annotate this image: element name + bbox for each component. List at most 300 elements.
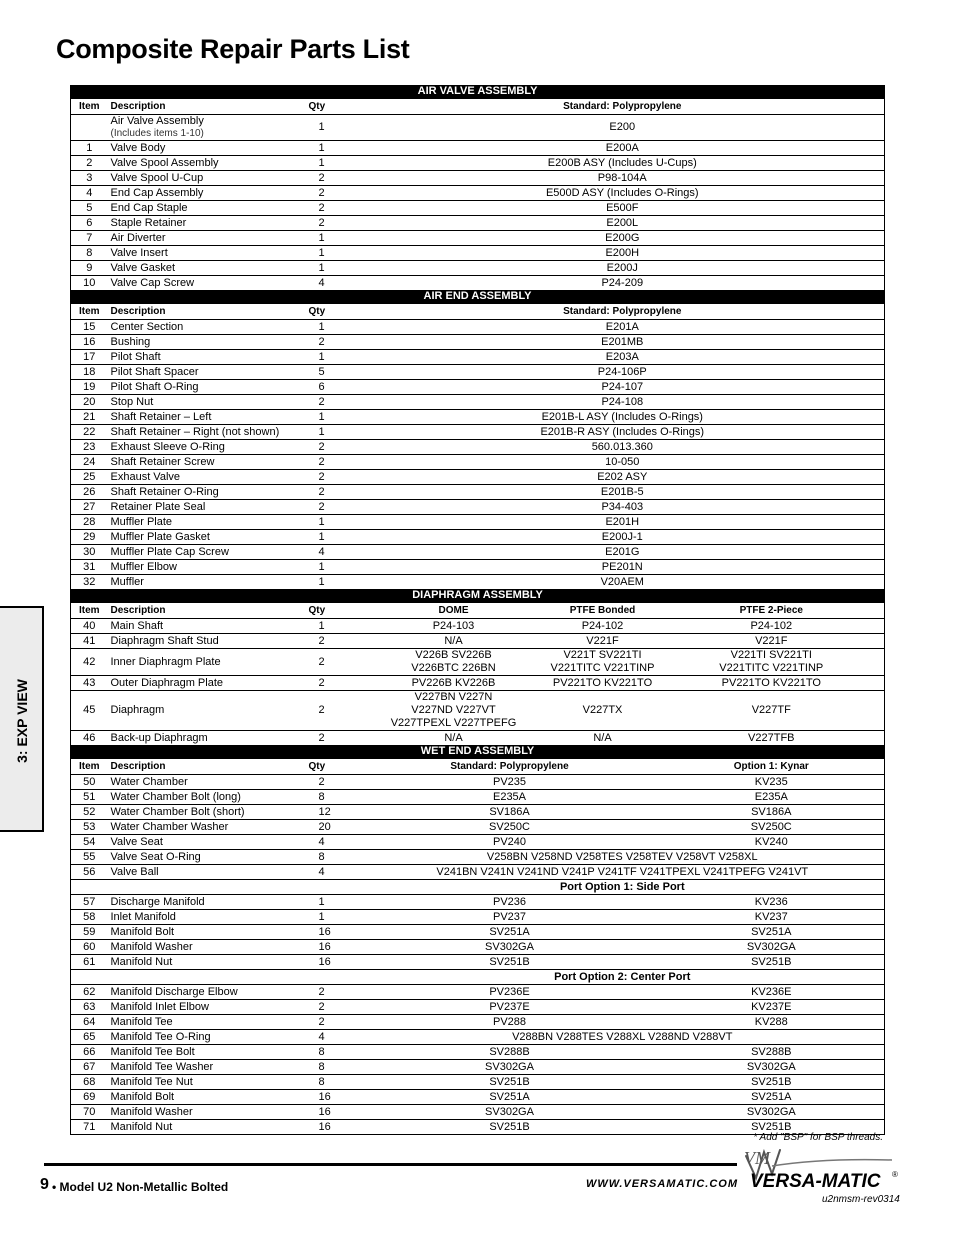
quantity: 2 xyxy=(306,691,361,731)
item-number: 6 xyxy=(71,216,108,231)
part-description xyxy=(108,634,306,649)
table-row xyxy=(71,395,885,410)
logo-text: VERSA-MATIC xyxy=(750,1171,881,1192)
description-text: Muffler Plate Gasket xyxy=(110,530,210,543)
logo-arc-icon xyxy=(772,1160,892,1166)
description-text: Manifold Tee O-Ring xyxy=(110,1030,211,1043)
item-number: 67 xyxy=(71,1060,108,1075)
part-number: V288BN V288TES V288XL V288ND V288VT xyxy=(361,1030,885,1045)
table-row xyxy=(71,805,885,820)
quantity: 1 xyxy=(306,350,361,365)
item-number: 26 xyxy=(71,485,108,500)
column-header: Description xyxy=(108,759,306,775)
item-number: 59 xyxy=(71,925,108,940)
description-text: Center Section xyxy=(110,320,184,333)
registered-mark: ® xyxy=(892,1170,898,1179)
part-number: E202 ASY xyxy=(361,470,885,485)
part-number xyxy=(361,649,547,676)
part-description xyxy=(108,485,306,500)
part-number: PV236E xyxy=(361,985,659,1000)
item-number: 71 xyxy=(71,1120,108,1135)
table-row xyxy=(71,820,885,835)
part-description xyxy=(108,1060,306,1075)
part-description xyxy=(108,350,306,365)
part-description xyxy=(108,820,306,835)
part-number: V221F xyxy=(547,634,659,649)
description-text: Bushing xyxy=(110,335,151,348)
item-number: 21 xyxy=(71,410,108,425)
description-text: Valve Ball xyxy=(110,865,159,878)
section-title: AIR END ASSEMBLY xyxy=(71,290,885,304)
part-description xyxy=(108,1030,306,1045)
description-text: Water Chamber xyxy=(110,775,188,788)
quantity: 1 xyxy=(306,560,361,575)
quantity: 4 xyxy=(306,545,361,560)
part-number: SV302GA xyxy=(361,1105,659,1120)
part-number: E200H xyxy=(361,246,885,261)
part-description xyxy=(108,985,306,1000)
table-row xyxy=(71,790,885,805)
part-number xyxy=(547,649,659,676)
part-number: KV237 xyxy=(659,910,885,925)
quantity: 16 xyxy=(306,1120,361,1135)
quantity: 1 xyxy=(306,530,361,545)
part-number: SV302GA xyxy=(659,1105,885,1120)
table-row xyxy=(71,545,885,560)
part-number: E200 xyxy=(361,115,885,141)
part-number: E203A xyxy=(361,350,885,365)
column-header: Qty xyxy=(306,99,361,115)
table-row xyxy=(71,1090,885,1105)
column-header: Item xyxy=(71,304,108,320)
table-row xyxy=(71,925,885,940)
part-number: SV251A xyxy=(361,925,659,940)
part-number: PV235 xyxy=(361,775,659,790)
part-number: SV251B xyxy=(659,1120,885,1135)
revision-code: u2nmsm-rev0314 xyxy=(822,1194,900,1205)
part-number: SV251A xyxy=(659,925,885,940)
part-description xyxy=(108,425,306,440)
part-description xyxy=(108,231,306,246)
part-description xyxy=(108,186,306,201)
quantity: 2 xyxy=(306,335,361,350)
description-text: Muffler Plate Cap Screw xyxy=(110,545,229,558)
part-description xyxy=(108,775,306,790)
item-number: 17 xyxy=(71,350,108,365)
table-row xyxy=(71,970,885,985)
part-number: E200L xyxy=(361,216,885,231)
part-description xyxy=(108,545,306,560)
quantity: 2 xyxy=(306,634,361,649)
table-row xyxy=(71,440,885,455)
description-text: Valve Spool Assembly xyxy=(110,156,219,169)
item-number: 28 xyxy=(71,515,108,530)
quantity: 16 xyxy=(306,940,361,955)
column-header: Item xyxy=(71,99,108,115)
part-number: PV226B KV226B xyxy=(361,676,547,691)
description-text: Outer Diaphragm Plate xyxy=(110,676,223,689)
table-row xyxy=(71,649,885,676)
part-number: E200B ASY (Includes U-Cups) xyxy=(361,156,885,171)
description-text: Pilot Shaft O-Ring xyxy=(110,380,199,393)
part-number: V227TF xyxy=(659,691,885,731)
description-text: End Cap Staple xyxy=(110,201,188,214)
item-number: 20 xyxy=(71,395,108,410)
description-text: Pilot Shaft Spacer xyxy=(110,365,199,378)
table-row xyxy=(71,1015,885,1030)
part-number: PV221TO KV221TO xyxy=(659,676,885,691)
description-text: Manifold Bolt xyxy=(110,1090,175,1103)
part-number: KV240 xyxy=(659,835,885,850)
table-row xyxy=(71,365,885,380)
column-header-row xyxy=(71,759,885,775)
table-row xyxy=(71,895,885,910)
part-number: E200A xyxy=(361,141,885,156)
column-header: DOME xyxy=(361,603,547,619)
section-title: AIR VALVE ASSEMBLY xyxy=(71,85,885,99)
part-number: PV221TO KV221TO xyxy=(547,676,659,691)
part-number: P24-106P xyxy=(361,365,885,380)
part-number-line: V221TITC V221TINP xyxy=(719,662,824,674)
section-title: WET END ASSEMBLY xyxy=(71,745,885,759)
quantity: 1 xyxy=(306,246,361,261)
item-number: 9 xyxy=(71,261,108,276)
column-header: Qty xyxy=(306,304,361,320)
part-number-line: V227TPEXL V227TPEFG xyxy=(390,717,517,729)
quantity: 16 xyxy=(306,1105,361,1120)
table-row xyxy=(71,910,885,925)
part-description xyxy=(108,925,306,940)
part-description xyxy=(108,835,306,850)
part-description xyxy=(108,500,306,515)
table-row xyxy=(71,115,885,141)
quantity: 1 xyxy=(306,619,361,634)
description-text: Manifold Tee Washer xyxy=(110,1060,214,1073)
table-row xyxy=(71,380,885,395)
item-number: 55 xyxy=(71,850,108,865)
part-number: SV251A xyxy=(361,1090,659,1105)
part-number: PV236 xyxy=(361,895,659,910)
column-header: Description xyxy=(108,304,306,320)
part-description xyxy=(108,380,306,395)
item-number: 57 xyxy=(71,895,108,910)
column-header: Qty xyxy=(306,759,361,775)
table-row xyxy=(71,171,885,186)
part-number: SV251B xyxy=(361,1120,659,1135)
description-text: Inlet Manifold xyxy=(110,910,176,923)
item-number: 25 xyxy=(71,470,108,485)
description-text: Manifold Nut xyxy=(110,955,173,968)
part-description xyxy=(108,115,306,141)
item-number: 5 xyxy=(71,201,108,216)
part-number: SV302GA xyxy=(361,1060,659,1075)
logo-mark: VM xyxy=(744,1148,770,1168)
part-description xyxy=(108,1105,306,1120)
quantity: 2 xyxy=(306,201,361,216)
part-number: P98-104A xyxy=(361,171,885,186)
column-header: Description xyxy=(108,99,306,115)
table-row xyxy=(71,850,885,865)
port-option-heading: Port Option 2: Center Port xyxy=(361,970,885,985)
blank-cell xyxy=(71,880,361,895)
part-number: E235A xyxy=(659,790,885,805)
part-number: V221F xyxy=(659,634,885,649)
quantity: 2 xyxy=(306,649,361,676)
quantity: 2 xyxy=(306,186,361,201)
part-description xyxy=(108,365,306,380)
column-header: PTFE 2-Piece xyxy=(659,603,885,619)
table-row xyxy=(71,835,885,850)
table-row xyxy=(71,320,885,335)
part-number: P24-107 xyxy=(361,380,885,395)
description-text: Main Shaft xyxy=(110,619,164,632)
column-header: Standard: Polypropylene xyxy=(361,304,885,320)
description-text: Pilot Shaft xyxy=(110,350,161,363)
part-number: SV251B xyxy=(361,1075,659,1090)
part-number: N/A xyxy=(361,634,547,649)
blank-cell xyxy=(71,970,361,985)
quantity: 2 xyxy=(306,731,361,746)
description-text: Valve Body xyxy=(110,141,166,154)
quantity: 1 xyxy=(306,320,361,335)
quantity: 2 xyxy=(306,985,361,1000)
part-number: PV288 xyxy=(361,1015,659,1030)
part-number: SV288B xyxy=(361,1045,659,1060)
quantity: 2 xyxy=(306,455,361,470)
quantity: 4 xyxy=(306,276,361,291)
column-header-row xyxy=(71,304,885,320)
part-number: PE201N xyxy=(361,560,885,575)
column-header: PTFE Bonded xyxy=(547,603,659,619)
description-text: Manifold Discharge Elbow xyxy=(110,985,238,998)
item-number: 29 xyxy=(71,530,108,545)
table-row xyxy=(71,634,885,649)
part-description xyxy=(108,156,306,171)
part-description xyxy=(108,395,306,410)
repair-parts-table xyxy=(70,85,885,1135)
quantity: 2 xyxy=(306,1015,361,1030)
part-number: SV186A xyxy=(361,805,659,820)
description-text: Shaft Retainer – Left xyxy=(110,410,212,423)
part-number: PV240 xyxy=(361,835,659,850)
quantity: 16 xyxy=(306,955,361,970)
description-text: Manifold Inlet Elbow xyxy=(110,1000,209,1013)
description-text: Muffler xyxy=(110,575,144,588)
table-row xyxy=(71,880,885,895)
item-number: 3 xyxy=(71,171,108,186)
part-description xyxy=(108,865,306,880)
item-number: 2 xyxy=(71,156,108,171)
part-number: P24-102 xyxy=(547,619,659,634)
part-number: SV302GA xyxy=(361,940,659,955)
description-text: Shaft Retainer Screw xyxy=(110,455,215,468)
table-row xyxy=(71,1075,885,1090)
part-description xyxy=(108,141,306,156)
part-number: E201B-L ASY (Includes O-Rings) xyxy=(361,410,885,425)
part-number: KV237E xyxy=(659,1000,885,1015)
table-row xyxy=(71,261,885,276)
item-number: 51 xyxy=(71,790,108,805)
quantity: 2 xyxy=(306,485,361,500)
part-number: N/A xyxy=(547,731,659,746)
table-row xyxy=(71,575,885,590)
part-number: E201H xyxy=(361,515,885,530)
description-text: Inner Diaphragm Plate xyxy=(110,655,221,668)
footnote: * Add "BSP" for BSP threads. xyxy=(753,1132,883,1143)
part-description xyxy=(108,216,306,231)
description-text: Water Chamber Washer xyxy=(110,820,229,833)
description-text: Manifold Tee Bolt xyxy=(110,1045,195,1058)
table-row xyxy=(71,1030,885,1045)
item-number: 15 xyxy=(71,320,108,335)
part-number: SV251A xyxy=(659,1090,885,1105)
description-text: Shaft Retainer – Right (not shown) xyxy=(110,425,280,438)
part-number: SV251B xyxy=(361,955,659,970)
part-number-line: V221T SV221TI xyxy=(563,649,642,661)
description-text: Manifold Tee Nut xyxy=(110,1075,193,1088)
table-row xyxy=(71,1000,885,1015)
section-header-row xyxy=(71,290,885,304)
part-number xyxy=(361,691,547,731)
side-tab xyxy=(0,606,44,832)
item-number: 53 xyxy=(71,820,108,835)
quantity: 1 xyxy=(306,261,361,276)
column-header: Item xyxy=(71,603,108,619)
part-number-line: V221TITC V221TINP xyxy=(550,662,655,674)
description-text: Retainer Plate Seal xyxy=(110,500,206,513)
part-number: P24-209 xyxy=(361,276,885,291)
part-number: SV186A xyxy=(659,805,885,820)
side-tab-label: 3: EXP VIEW xyxy=(14,679,30,763)
part-description xyxy=(108,955,306,970)
part-number: P24-108 xyxy=(361,395,885,410)
description-text: Exhaust Valve xyxy=(110,470,181,483)
quantity: 2 xyxy=(306,676,361,691)
model-name: • Model U2 Non-Metallic Bolted xyxy=(52,1180,229,1194)
description-text: Muffler Elbow xyxy=(110,560,177,573)
part-number: E201B-R ASY (Includes O-Rings) xyxy=(361,425,885,440)
footer-rule xyxy=(44,1163,737,1166)
table-row xyxy=(71,530,885,545)
item-number: 42 xyxy=(71,649,108,676)
description-text: Diaphragm Shaft Stud xyxy=(110,634,219,647)
part-number: PV237 xyxy=(361,910,659,925)
column-header: Description xyxy=(108,603,306,619)
table-row xyxy=(71,485,885,500)
part-number: SV250C xyxy=(361,820,659,835)
table-row xyxy=(71,350,885,365)
part-description xyxy=(108,261,306,276)
table-row xyxy=(71,156,885,171)
part-number: SV302GA xyxy=(659,940,885,955)
item-number: 52 xyxy=(71,805,108,820)
table-row xyxy=(71,985,885,1000)
quantity: 1 xyxy=(306,410,361,425)
table-row xyxy=(71,515,885,530)
item-number xyxy=(71,115,108,141)
item-number: 64 xyxy=(71,1015,108,1030)
item-number: 43 xyxy=(71,676,108,691)
item-number: 22 xyxy=(71,425,108,440)
item-number: 23 xyxy=(71,440,108,455)
column-header: Standard: Polypropylene xyxy=(361,99,885,115)
part-description xyxy=(108,1015,306,1030)
description-text: Staple Retainer xyxy=(110,216,187,229)
part-number: SV251B xyxy=(659,955,885,970)
table-row xyxy=(71,940,885,955)
description-text: Manifold Tee xyxy=(110,1015,173,1028)
table-row xyxy=(71,500,885,515)
part-description xyxy=(108,470,306,485)
part-description xyxy=(108,1045,306,1060)
description-text: Water Chamber Bolt (long) xyxy=(110,790,241,803)
part-description xyxy=(108,335,306,350)
part-number: P34-403 xyxy=(361,500,885,515)
part-number: E235A xyxy=(361,790,659,805)
column-header-row xyxy=(71,99,885,115)
item-number: 18 xyxy=(71,365,108,380)
column-header-row xyxy=(71,603,885,619)
item-number: 16 xyxy=(71,335,108,350)
page-title: Composite Repair Parts List xyxy=(56,34,410,64)
description-text: Valve Seat xyxy=(110,835,163,848)
quantity: 1 xyxy=(306,425,361,440)
table-row xyxy=(71,775,885,790)
table-row xyxy=(71,201,885,216)
part-description xyxy=(108,440,306,455)
description-text: Air Diverter xyxy=(110,231,166,244)
part-number: PV237E xyxy=(361,1000,659,1015)
part-number: E201B-5 xyxy=(361,485,885,500)
quantity: 1 xyxy=(306,895,361,910)
quantity: 2 xyxy=(306,775,361,790)
description-text: Valve Spool U-Cup xyxy=(110,171,204,184)
part-number-line: V227BN V227N xyxy=(414,691,493,703)
part-description xyxy=(108,676,306,691)
part-number: SV250C xyxy=(659,820,885,835)
description-text: Exhaust Sleeve O-Ring xyxy=(110,440,225,453)
quantity: 1 xyxy=(306,115,361,141)
quantity: 8 xyxy=(306,790,361,805)
part-description xyxy=(108,940,306,955)
part-description xyxy=(108,276,306,291)
part-number: V227TX xyxy=(547,691,659,731)
part-number: SV302GA xyxy=(659,1060,885,1075)
quantity: 4 xyxy=(306,865,361,880)
part-number: N/A xyxy=(361,731,547,746)
description-text: Diaphragm xyxy=(110,704,165,716)
item-number: 40 xyxy=(71,619,108,634)
description-text: Valve Seat O-Ring xyxy=(110,850,201,863)
description-text: End Cap Assembly xyxy=(110,186,204,199)
item-number: 56 xyxy=(71,865,108,880)
description-text: Valve Gasket xyxy=(110,261,176,274)
table-row xyxy=(71,1045,885,1060)
description-text: Water Chamber Bolt (short) xyxy=(110,805,245,818)
quantity: 2 xyxy=(306,440,361,455)
section-header-row xyxy=(71,589,885,603)
column-header: Qty xyxy=(306,603,361,619)
description-text: Air Valve Assembly xyxy=(110,115,204,127)
item-number: 4 xyxy=(71,186,108,201)
quantity: 1 xyxy=(306,575,361,590)
table-row xyxy=(71,560,885,575)
quantity: 1 xyxy=(306,910,361,925)
item-number: 8 xyxy=(71,246,108,261)
part-description xyxy=(108,455,306,470)
part-number: E500F xyxy=(361,201,885,216)
table-row xyxy=(71,691,885,731)
